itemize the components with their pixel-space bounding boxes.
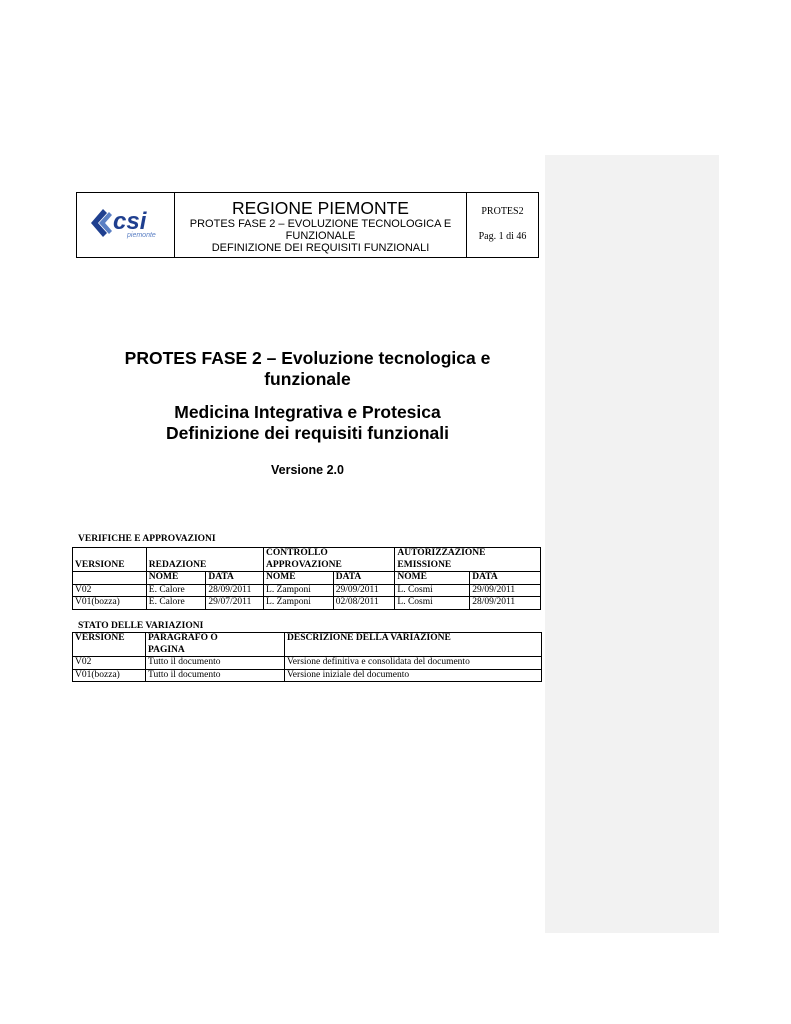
document-header bbox=[76, 192, 539, 258]
cell: 29/07/2011 bbox=[206, 597, 264, 610]
variazioni-caption: STATO DELLE VARIAZIONI bbox=[78, 621, 204, 631]
logo-subtext: piemonte bbox=[127, 232, 156, 239]
header-nome: NOME bbox=[395, 572, 470, 585]
cell: V02 bbox=[73, 584, 147, 597]
cell: 28/09/2011 bbox=[470, 597, 541, 610]
header-data: DATA bbox=[333, 572, 395, 585]
header-descrizione: DESCRIZIONE DELLA VARIAZIONE bbox=[285, 633, 542, 657]
cell: Versione definitiva e consolidata del documento bbox=[285, 657, 542, 670]
csi-logo bbox=[77, 193, 173, 252]
table-row bbox=[73, 657, 542, 670]
subtitle-line-1: Medicina Integrativa e Protesica bbox=[174, 402, 441, 422]
document-subtitle bbox=[76, 402, 539, 444]
header-line-1: PROTES FASE 2 – EVOLUZIONE TECNOLOGICA E bbox=[189, 217, 452, 230]
empty-cell bbox=[73, 572, 147, 585]
header-controllo-line-2: APPROVAZIONE bbox=[266, 559, 342, 570]
header-paragrafo bbox=[146, 633, 285, 657]
document-code: PROTES2 bbox=[481, 206, 524, 217]
header-paragrafo-line-2: PAGINA bbox=[148, 644, 185, 655]
verifiche-table bbox=[72, 547, 541, 610]
header-controllo-line-1: CONTROLLO bbox=[266, 548, 328, 558]
cell: 28/09/2011 bbox=[206, 584, 264, 597]
header-redazione: REDAZIONE bbox=[146, 548, 263, 572]
cell: E. Calore bbox=[146, 597, 206, 610]
title-line-1: PROTES FASE 2 – Evoluzione tecnologica e bbox=[124, 348, 491, 368]
header-meta-cell bbox=[467, 193, 539, 258]
cell: L. Cosmi bbox=[395, 584, 470, 597]
cell: 02/08/2011 bbox=[333, 597, 395, 610]
cell: V01(bozza) bbox=[73, 597, 147, 610]
document-title bbox=[76, 348, 539, 390]
cell: Tutto il documento bbox=[146, 657, 285, 670]
header-nome: NOME bbox=[146, 572, 206, 585]
comment-pane bbox=[545, 155, 719, 933]
region-name: REGIONE PIEMONTE bbox=[232, 197, 409, 218]
cell: V02 bbox=[73, 657, 146, 670]
cell: Tutto il documento bbox=[146, 669, 285, 682]
logo-text: csi bbox=[113, 208, 147, 235]
page-number: Pag. 1 di 46 bbox=[478, 231, 527, 242]
header-versione: VERSIONE bbox=[73, 633, 146, 657]
cell: V01(bozza) bbox=[73, 669, 146, 682]
logo-cell bbox=[77, 193, 175, 258]
cell: 29/09/2011 bbox=[333, 584, 395, 597]
header-data: DATA bbox=[206, 572, 264, 585]
verifiche-caption: VERIFICHE E APPROVAZIONI bbox=[78, 534, 216, 544]
header-controllo bbox=[264, 548, 395, 572]
variazioni-table bbox=[72, 632, 542, 682]
cell: 29/09/2011 bbox=[470, 584, 541, 597]
cell: L. Zamponi bbox=[264, 584, 334, 597]
subtitle-line-2: Definizione dei requisiti funzionali bbox=[166, 423, 449, 443]
header-line-2: FUNZIONALE bbox=[285, 229, 356, 242]
cell: E. Calore bbox=[146, 584, 206, 597]
cell: L. Zamponi bbox=[264, 597, 334, 610]
cell: L. Cosmi bbox=[395, 597, 470, 610]
header-title-cell bbox=[175, 193, 467, 258]
cell: Versione iniziale del documento bbox=[285, 669, 542, 682]
document-version: Versione 2.0 bbox=[271, 463, 344, 477]
header-autorizzazione-line-1: AUTORIZZAZIONE bbox=[397, 548, 486, 558]
header-autorizzazione-line-2: EMISSIONE bbox=[397, 559, 452, 570]
table-row bbox=[73, 584, 541, 597]
title-line-2: funzionale bbox=[264, 369, 351, 389]
header-paragrafo-line-1: PARAGRAFO O bbox=[148, 633, 218, 643]
header-line-3: DEFINIZIONE DEI REQUISITI FUNZIONALI bbox=[211, 241, 430, 254]
table-row bbox=[73, 669, 542, 682]
header-data: DATA bbox=[470, 572, 541, 585]
header-autorizzazione bbox=[395, 548, 541, 572]
header-versione: VERSIONE bbox=[73, 548, 147, 572]
table-row bbox=[73, 597, 541, 610]
header-nome: NOME bbox=[264, 572, 334, 585]
